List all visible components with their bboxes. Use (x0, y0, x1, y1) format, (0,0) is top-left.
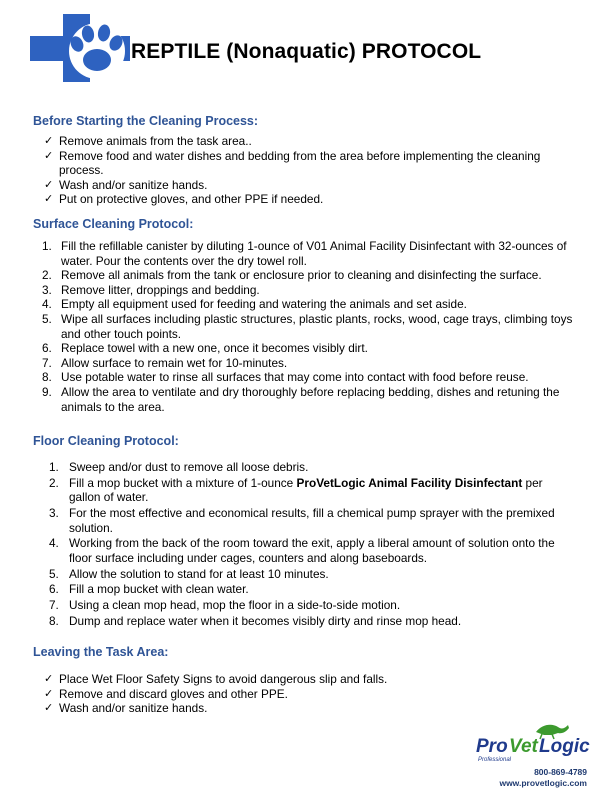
check-icon: ✓ (44, 178, 54, 191)
footer-phone: 800-869-4789 (534, 767, 587, 777)
product-name: ProVetLogic Animal Facility Disinfectant (296, 475, 523, 490)
list-item: 4. Empty all equipment used for feeding and watering the animals and set aside. (42, 297, 467, 312)
list-item: ✓ Remove and discard gloves and other PPE. (44, 686, 288, 701)
list-item: 6. Replace towel with a new one, once it becomes visibly dirt. (42, 341, 368, 356)
svg-text:Professional: Professional (478, 757, 512, 763)
list-item: ✓ Wash and/or sanitize hands. (44, 701, 208, 716)
leaving-list (44, 672, 544, 716)
check-icon: ✓ (44, 673, 54, 685)
provetlogic-logo (472, 722, 592, 766)
list-item: 5. Wipe all surfaces including plastic structures, plastic plants, rocks, wood, cage trays, climbing toys and other touch points. (42, 311, 573, 341)
list-item: 3. For the most effective and economical results, fill a chemical pump sprayer with the premixed solution. (49, 505, 555, 535)
list-item: 5. Allow the solution to stand for at least 10 minutes. (49, 566, 329, 581)
check-icon: ✓ (44, 702, 54, 715)
floor-heading: Floor Cleaning Protocol: (33, 434, 179, 448)
list-item: 1. Sweep and/or dust to remove all loose debris. (49, 460, 309, 474)
floor-list (33, 460, 568, 629)
list-item: 1. Fill the refillable canister by diluting 1-ounce of V01 Animal Facility Disinfectant with 32-ounces of water. Pour the contents over the dry towel roll. (42, 239, 567, 268)
list-item: ✓ Wash and/or sanitize hands. (44, 177, 208, 192)
list-item: ✓ Put on protective gloves, and other PPE if needed. (44, 192, 324, 207)
list-item: ✓ Place Wet Floor Safety Signs to avoid dangerous slip and falls. (44, 672, 388, 686)
check-icon: ✓ (44, 193, 54, 206)
list-item: 8. Use potable water to rinse all surfaces that may come into contact with food before reuse. (42, 370, 529, 385)
list-item: 2. Fill a mop bucket with a mixture of 1-ounce ProVetLogic Animal Facility Disinfectant per gallon of water. (49, 475, 543, 505)
list-item: ✓ Remove animals from the task area.. (44, 134, 252, 148)
before-list (44, 134, 556, 207)
svg-text:Vet: Vet (509, 736, 538, 757)
svg-text:Logic: Logic (539, 736, 590, 757)
check-icon: ✓ (44, 687, 54, 700)
before-heading: Before Starting the Cleaning Process: (33, 114, 259, 128)
surface-heading: Surface Cleaning Protocol: (33, 217, 194, 231)
list-item: 3. Remove litter, droppings and bedding. (42, 282, 260, 297)
list-item: 7. Allow surface to remain wet for 10-minutes. (42, 355, 288, 370)
check-icon: ✓ (44, 135, 54, 147)
list-item: 4. Working from the back of the room toward the exit, apply a liberal amount of solution onto the floor surface including under cages, counters and along baseboards. (49, 536, 555, 565)
paw-cross-logo-icon (30, 14, 130, 82)
footer-website: www.provetlogic.com (499, 778, 587, 788)
list-item: 2. Remove all animals from the tank or enclosure prior to cleaning and disinfecting the surface. (42, 268, 542, 283)
list-item: 8. Dump and replace water when it becomes visibly dirty and rinse mop head. (49, 613, 462, 628)
check-icon: ✓ (44, 149, 54, 162)
list-item: 6. Fill a mop bucket with clean water. (49, 582, 249, 597)
page-title: REPTILE (Nonaquatic) PROTOCOL (131, 40, 482, 63)
svg-text:Pro: Pro (476, 736, 508, 757)
leaving-heading: Leaving the Task Area: (33, 645, 169, 659)
list-item: 7. Using a clean mop head, mop the floor in a side-to-side motion. (49, 597, 401, 612)
surface-list (33, 239, 573, 414)
list-item: ✓ Remove food and water dishes and bedding from the area before implementing the cleaning process. (44, 148, 541, 178)
list-item: 9. Allow the area to ventilate and dry thoroughly before replacing bedding, dishes and retuning the animals to the area. (42, 384, 560, 414)
